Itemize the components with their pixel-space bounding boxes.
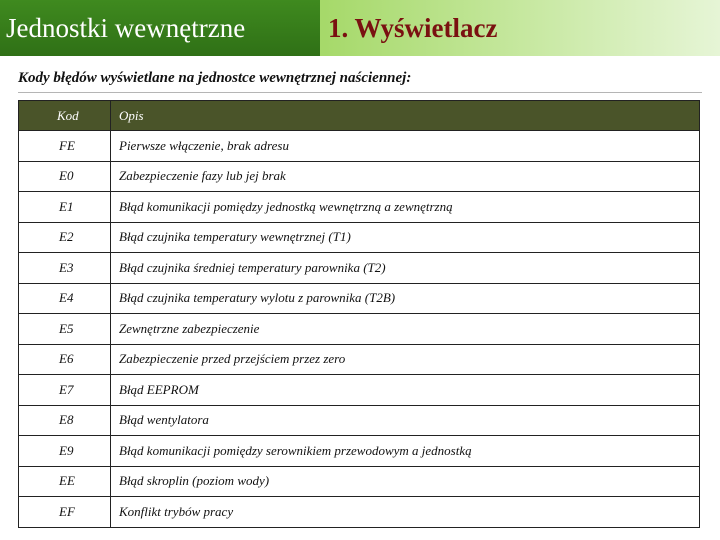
error-code: E9 <box>19 436 111 467</box>
section-title: 1. Wyświetlacz <box>328 13 498 43</box>
table-row <box>19 192 700 223</box>
header-bar <box>0 0 720 56</box>
error-code: E6 <box>19 344 111 375</box>
table-row <box>19 253 700 284</box>
table-row <box>19 497 700 528</box>
error-code: EF <box>19 497 111 528</box>
error-code: E2 <box>19 222 111 253</box>
error-description: Błąd skroplin (poziom wody) <box>111 466 700 497</box>
table-row <box>19 222 700 253</box>
table-row <box>19 436 700 467</box>
page-subtitle: Kody błędów wyświetlane na jednostce wewnętrznej naściennej: <box>18 70 412 86</box>
column-header-code: Kod <box>19 101 111 131</box>
error-description: Zabezpieczenie przed przejściem przez zero <box>111 344 700 375</box>
column-header-description: Opis <box>111 101 700 131</box>
error-description: Zabezpieczenie fazy lub jej brak <box>111 161 700 192</box>
table-row <box>19 405 700 436</box>
error-code: EE <box>19 466 111 497</box>
error-codes-table <box>18 100 700 528</box>
table-header-row <box>19 101 700 131</box>
error-description: Pierwsze włączenie, brak adresu <box>111 131 700 162</box>
error-description: Konflikt trybów pracy <box>111 497 700 528</box>
error-code: FE <box>19 131 111 162</box>
error-code: E1 <box>19 192 111 223</box>
error-code: E0 <box>19 161 111 192</box>
error-code: E8 <box>19 405 111 436</box>
error-description: Błąd czujnika temperatury wylotu z parownika (T2B) <box>111 283 700 314</box>
error-code: E4 <box>19 283 111 314</box>
subtitle-divider <box>18 92 702 93</box>
header-title: Jednostki wewnętrzne <box>0 0 320 56</box>
table-row <box>19 344 700 375</box>
error-code: E7 <box>19 375 111 406</box>
error-description: Zewnętrzne zabezpieczenie <box>111 314 700 345</box>
table-row <box>19 375 700 406</box>
error-description: Błąd komunikacji pomiędzy serownikiem przewodowym a jednostką <box>111 436 700 467</box>
table-row <box>19 283 700 314</box>
error-description: Błąd EEPROM <box>111 375 700 406</box>
error-description: Błąd czujnika temperatury wewnętrznej (T1) <box>111 222 700 253</box>
error-description: Błąd czujnika średniej temperatury parownika (T2) <box>111 253 700 284</box>
error-code: E5 <box>19 314 111 345</box>
error-code: E3 <box>19 253 111 284</box>
error-description: Błąd komunikacji pomiędzy jednostką wewnętrzną a zewnętrzną <box>111 192 700 223</box>
table-row <box>19 466 700 497</box>
table-row <box>19 131 700 162</box>
error-description: Błąd wentylatora <box>111 405 700 436</box>
table-row <box>19 314 700 345</box>
table-row <box>19 161 700 192</box>
